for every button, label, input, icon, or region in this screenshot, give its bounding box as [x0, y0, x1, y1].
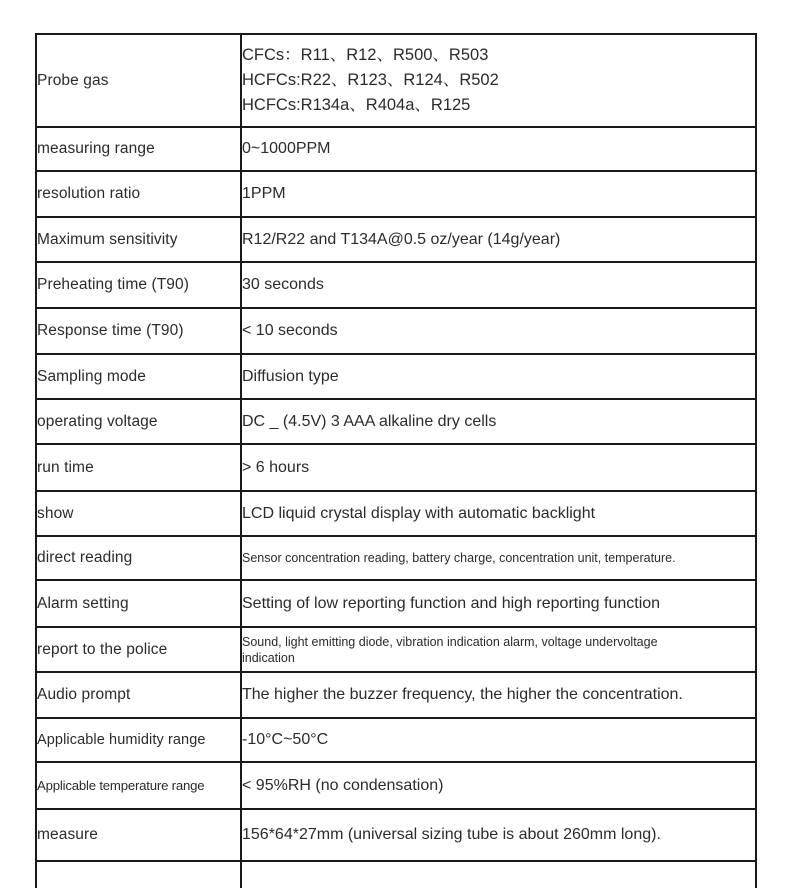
spec-label-cell	[36, 399, 241, 444]
spec-label-cell	[36, 127, 241, 171]
probe-gas-line-1: CFCs：R11、R12、R500、R503	[242, 46, 489, 64]
table-row-measure	[36, 809, 756, 861]
spec-value: 30 seconds	[242, 276, 324, 293]
spec-label-cell	[36, 354, 241, 399]
table-row-show	[36, 491, 756, 536]
table-row-audio-prompt	[36, 672, 756, 718]
spec-label: Applicable temperature range	[37, 778, 205, 793]
spec-label: run time	[37, 458, 94, 476]
spec-value-cell	[241, 308, 756, 354]
spec-label-cell	[36, 444, 241, 491]
spec-label-cell	[36, 217, 241, 262]
spec-label-cell	[36, 718, 241, 762]
probe-gas-line-2: HCFCs:R22、R123、R124、R502	[242, 71, 499, 89]
table-row-alarm-setting	[36, 580, 756, 627]
spec-label: Sampling mode	[37, 367, 146, 385]
probe-gas-line-3: HCFCs:R134a、R404a、R125	[242, 96, 471, 114]
spec-label: Maximum sensitivity	[37, 230, 178, 248]
spec-label-cell	[36, 672, 241, 718]
spec-value: 156*64*27mm (universal sizing tube is about 260mm long).	[242, 826, 661, 843]
spec-label: operating voltage	[37, 412, 158, 430]
spec-label: resolution ratio	[37, 185, 141, 202]
spec-value-cell	[241, 34, 756, 127]
table-row-direct-reading	[36, 536, 756, 580]
spec-value: R12/R22 and T134A@0.5 oz/year (14g/year)	[242, 230, 561, 248]
spec-value-cell	[241, 354, 756, 399]
spec-value: 1PPM	[242, 185, 286, 202]
spec-value: < 10 seconds	[242, 322, 338, 339]
table-row-report-to-police	[36, 627, 756, 672]
spec-label-cell	[36, 491, 241, 536]
spec-label: Audio prompt	[37, 686, 131, 703]
spec-value-cell	[241, 491, 756, 536]
table-row-measuring-range	[36, 127, 756, 171]
spec-value-cell	[241, 127, 756, 171]
spec-label: report to the police	[37, 640, 168, 658]
spec-label: Preheating time (T90)	[37, 276, 189, 293]
spec-label-cell	[36, 34, 241, 127]
table-row-preheating-time	[36, 262, 756, 308]
spec-value-cell	[241, 444, 756, 491]
table-row-temperature-range	[36, 762, 756, 809]
spec-value: -10°C~50°C	[242, 731, 329, 748]
spec-label-cell	[36, 171, 241, 217]
spec-value: Diffusion type	[242, 367, 339, 385]
table-row-run-time	[36, 444, 756, 491]
spec-value-cell	[241, 536, 756, 580]
spec-value: 0~1000PPM	[242, 140, 331, 157]
spec-value-cell	[241, 399, 756, 444]
spec-label-cell	[36, 627, 241, 672]
spec-value: > 6 hours	[242, 458, 310, 476]
table-row-maximum-sensitivity	[36, 217, 756, 262]
spec-label-cell	[36, 262, 241, 308]
spec-value-cell	[241, 762, 756, 809]
spec-value-cell	[241, 580, 756, 627]
spec-value-cell	[241, 718, 756, 762]
spec-value-cell	[241, 672, 756, 718]
spec-value: Sound, light emitting diode, vibration indication alarm, voltage undervoltage indication	[242, 634, 658, 665]
table-row-resolution-ratio	[36, 171, 756, 217]
spec-value-cell	[241, 627, 756, 672]
table-row-response-time	[36, 308, 756, 354]
spec-value-cell	[241, 262, 756, 308]
spec-value-cell	[241, 217, 756, 262]
spec-label-cell	[36, 861, 241, 888]
spec-label: measuring range	[37, 140, 155, 157]
spec-label-cell	[36, 308, 241, 354]
table-row-humidity-range	[36, 718, 756, 762]
spec-label-cell	[36, 809, 241, 861]
spec-label: show	[37, 504, 74, 522]
spec-value: < 95%RH (no condensation)	[242, 776, 444, 794]
spec-value-cell	[241, 171, 756, 217]
table-row-partial	[36, 861, 756, 888]
spec-value: Setting of low reporting function and high reporting function	[242, 594, 661, 612]
table-row-sampling-mode	[36, 354, 756, 399]
spec-label: direct reading	[37, 549, 133, 566]
table-row-probe-gas	[36, 34, 756, 127]
spec-label: Response time (T90)	[37, 322, 184, 339]
spec-value-cell	[241, 861, 756, 888]
spec-value-cell	[241, 809, 756, 861]
spec-value: LCD liquid crystal display with automatic backlight	[242, 504, 596, 522]
spec-label-cell	[36, 536, 241, 580]
spec-value: Sensor concentration reading, battery charge, concentration unit, temperature.	[242, 551, 676, 565]
spec-value: The higher the buzzer frequency, the higher the concentration.	[242, 686, 683, 703]
spec-label: Probe gas	[37, 71, 109, 89]
spec-label: Applicable humidity range	[37, 732, 206, 748]
spec-label: Alarm setting	[37, 594, 129, 612]
spec-value: DC _ (4.5V) 3 AAA alkaline dry cells	[242, 412, 497, 430]
spec-label: measure	[37, 826, 99, 843]
spec-table	[35, 33, 757, 888]
table-row-operating-voltage	[36, 399, 756, 444]
spec-label-cell	[36, 762, 241, 809]
spec-label-cell	[36, 580, 241, 627]
